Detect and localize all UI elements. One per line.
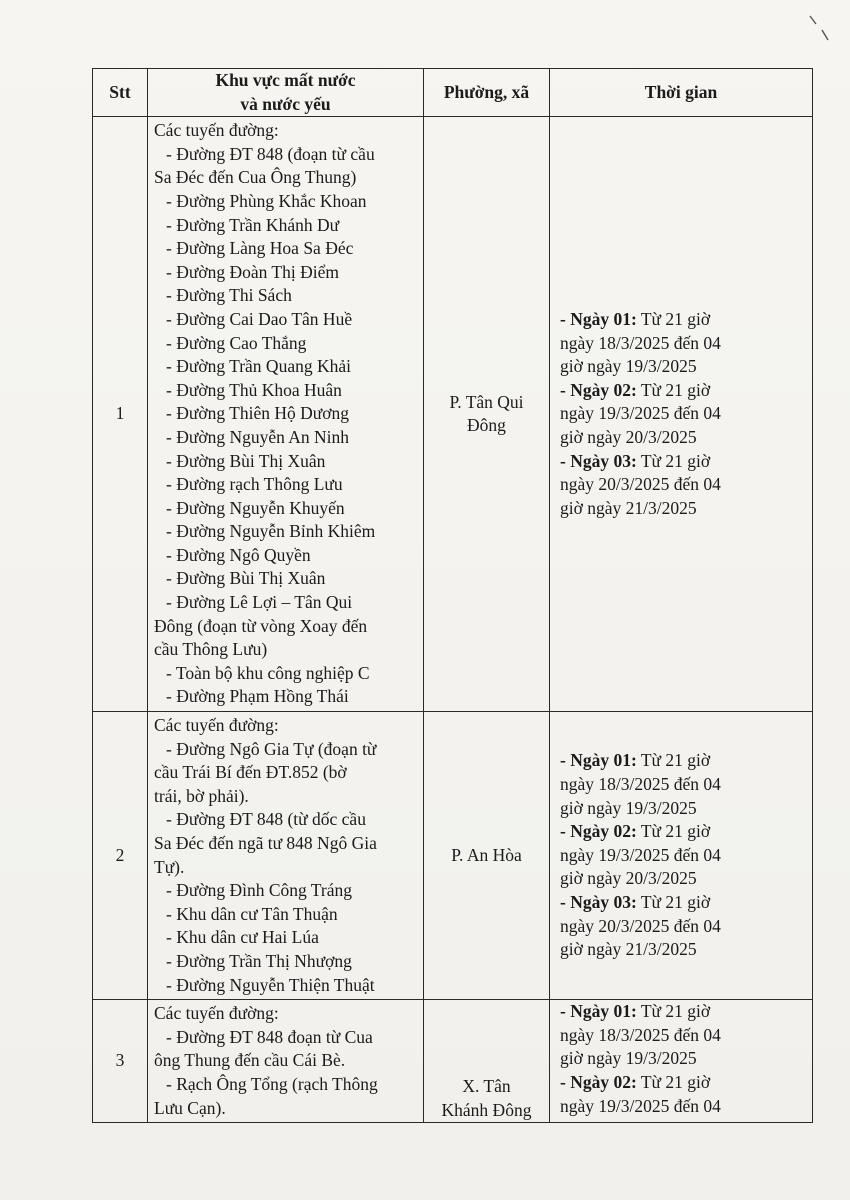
street-line: - Đường ĐT 848 (đoạn từ cầu: [166, 143, 375, 164]
slot-text: ngày 18/3/2025 đến 04: [560, 332, 721, 353]
slot-text: giờ ngày 20/3/2025: [560, 868, 697, 889]
ward-line: Đông: [467, 415, 506, 436]
street-line: - Đường Cai Dao Tân Huề: [166, 308, 353, 329]
street-line: - Đường rạch Thông Lưu: [166, 474, 343, 495]
slot-text: giờ ngày 20/3/2025: [560, 426, 697, 447]
row-ward: P. An Hòa: [424, 712, 550, 1000]
street-line: cầu Thông Lưu): [154, 639, 268, 660]
time-slot: [560, 1071, 806, 1095]
slot-day: - Ngày 03:: [560, 450, 637, 471]
slot-text: giờ ngày 19/3/2025: [560, 1048, 697, 1069]
street-line: - Đường Thi Sách: [166, 285, 292, 306]
table-row: [93, 712, 813, 1000]
time-slot: [560, 379, 806, 403]
street-line: - Đường Bùi Thị Xuân: [166, 568, 326, 589]
slot-text: Từ 21 giờ: [640, 891, 711, 912]
slot-text: giờ ngày 19/3/2025: [560, 797, 697, 818]
street-line: - Đường Nguyễn An Ninh: [166, 426, 350, 447]
header-ward: Phường, xã: [424, 69, 550, 117]
slot-text: ngày 18/3/2025 đến 04: [560, 774, 721, 795]
row-ward: [424, 117, 550, 712]
table-row: [93, 1000, 813, 1123]
street-line: - Đường Nguyễn Khuyến: [166, 497, 345, 518]
corner-scan-mark: [806, 10, 836, 50]
street-line: - Đường Lê Lợi – Tân Qui: [166, 592, 353, 613]
street-line: - Đường Ngô Gia Tự (đoạn từ: [166, 738, 377, 759]
header-stt: Stt: [93, 69, 148, 117]
area-intro: Các tuyến đường:: [154, 120, 279, 141]
slot-day: - Ngày 02:: [560, 821, 637, 842]
street-line: - Khu dân cư Hai Lúa: [166, 927, 319, 948]
street-line: - Toàn bộ khu công nghiệp C: [166, 662, 370, 683]
row-ward: [424, 1000, 550, 1123]
header-area: [148, 69, 424, 117]
time-slot: [560, 450, 806, 474]
street-line: - Khu dân cư Tân Thuận: [166, 903, 338, 924]
street-line: Đông (đoạn từ vòng Xoay đến: [154, 615, 368, 636]
street-line: - Đường Trần Quang Khải: [166, 356, 351, 377]
slot-day: - Ngày 02:: [560, 379, 637, 400]
street-line: - Đường Bùi Thị Xuân: [166, 450, 326, 471]
table-row: [93, 117, 813, 712]
street-line: Lưu Cạn).: [154, 1097, 226, 1118]
slot-day: - Ngày 01:: [560, 1001, 637, 1022]
row-area: [148, 117, 424, 712]
row-stt: 1: [93, 117, 148, 712]
slot-text: Từ 21 giờ: [640, 821, 711, 842]
street-line: Tự).: [154, 856, 185, 877]
header-time: Thời gian: [550, 69, 813, 117]
slot-day: - Ngày 02:: [560, 1071, 637, 1092]
street-line: - Đường Đình Công Tráng: [166, 880, 352, 901]
slot-text: Từ 21 giờ: [640, 450, 711, 471]
street-line: Sa Đéc đến ngã tư 848 Ngô Gia: [154, 833, 377, 853]
slot-text: giờ ngày 19/3/2025: [560, 356, 697, 377]
street-line: - Đường Thủ Khoa Huân: [166, 379, 342, 400]
row-stt: 2: [93, 712, 148, 1000]
slot-text: Từ 21 giờ: [640, 308, 711, 329]
header-area-line2: và nước yếu: [240, 93, 331, 114]
slot-text: Từ 21 giờ: [640, 1071, 711, 1092]
street-line: - Đường Trần Thị Nhượng: [166, 950, 352, 971]
slot-text: ngày 19/3/2025 đến 04: [560, 403, 721, 424]
time-slot: [560, 749, 806, 773]
slot-text: giờ ngày 21/3/2025: [560, 939, 697, 960]
slot-text: Từ 21 giờ: [640, 379, 711, 400]
table-header-row: [93, 69, 813, 117]
slot-text: Từ 21 giờ: [640, 1001, 711, 1022]
street-line: ông Thung đến cầu Cái Bè.: [154, 1050, 346, 1071]
row-time: [550, 117, 813, 712]
street-line: - Đường Cao Thắng: [166, 332, 307, 353]
street-line: - Đường Làng Hoa Sa Đéc: [166, 238, 354, 259]
street-line: - Rạch Ông Tổng (rạch Thông: [166, 1073, 378, 1094]
time-slot: [560, 891, 806, 915]
street-line: Sa Đéc đến Cua Ông Thung): [154, 167, 357, 188]
slot-text: giờ ngày 21/3/2025: [560, 497, 697, 518]
slot-day: - Ngày 01:: [560, 308, 637, 329]
slot-text: Từ 21 giờ: [640, 750, 711, 771]
area-intro: Các tuyến đường:: [154, 1003, 279, 1024]
slot-text: ngày 19/3/2025 đến 04: [560, 1095, 721, 1116]
time-slot: [560, 820, 806, 844]
slot-text: ngày 19/3/2025 đến 04: [560, 844, 721, 865]
time-slot: [560, 1000, 806, 1024]
row-area: [148, 1000, 424, 1123]
street-line: - Đường Phạm Hồng Thái: [166, 686, 349, 707]
slot-day: - Ngày 03:: [560, 891, 637, 912]
slot-text: ngày 20/3/2025 đến 04: [560, 915, 721, 936]
street-line: - Đường ĐT 848 (từ dốc cầu: [166, 809, 366, 830]
slot-day: - Ngày 01:: [560, 750, 637, 771]
street-line: - Đường Đoàn Thị Điểm: [166, 261, 339, 282]
street-line: cầu Trái Bí đến ĐT.852 (bờ: [154, 762, 347, 783]
water-outage-schedule-table: [92, 68, 813, 1123]
ward-line: X. Tân: [462, 1075, 511, 1096]
street-line: - Đường Ngô Quyền: [166, 544, 311, 565]
row-area: [148, 712, 424, 1000]
street-line: - Đường Trần Khánh Dư: [166, 214, 340, 235]
street-line: - Đường Thiên Hộ Dương: [166, 403, 349, 424]
street-line: - Đường ĐT 848 đoạn từ Cua: [166, 1026, 373, 1047]
ward-line: P. Tân Qui: [449, 391, 524, 412]
time-slot: [560, 308, 806, 332]
row-time: [550, 712, 813, 1000]
street-line: - Đường Nguyễn Bỉnh Khiêm: [166, 521, 376, 542]
street-line: - Đường Phùng Khắc Khoan: [166, 190, 367, 211]
street-line: trái, bờ phải).: [154, 785, 249, 806]
row-time: [550, 1000, 813, 1123]
street-line: - Đường Nguyễn Thiện Thuật: [166, 974, 375, 995]
row-stt: 3: [93, 1000, 148, 1123]
area-intro: Các tuyến đường:: [154, 715, 279, 736]
slot-text: ngày 18/3/2025 đến 04: [560, 1024, 721, 1045]
header-area-line1: Khu vực mất nước: [215, 70, 356, 90]
slot-text: ngày 20/3/2025 đến 04: [560, 474, 721, 495]
ward-line: Khánh Đông: [441, 1099, 532, 1120]
